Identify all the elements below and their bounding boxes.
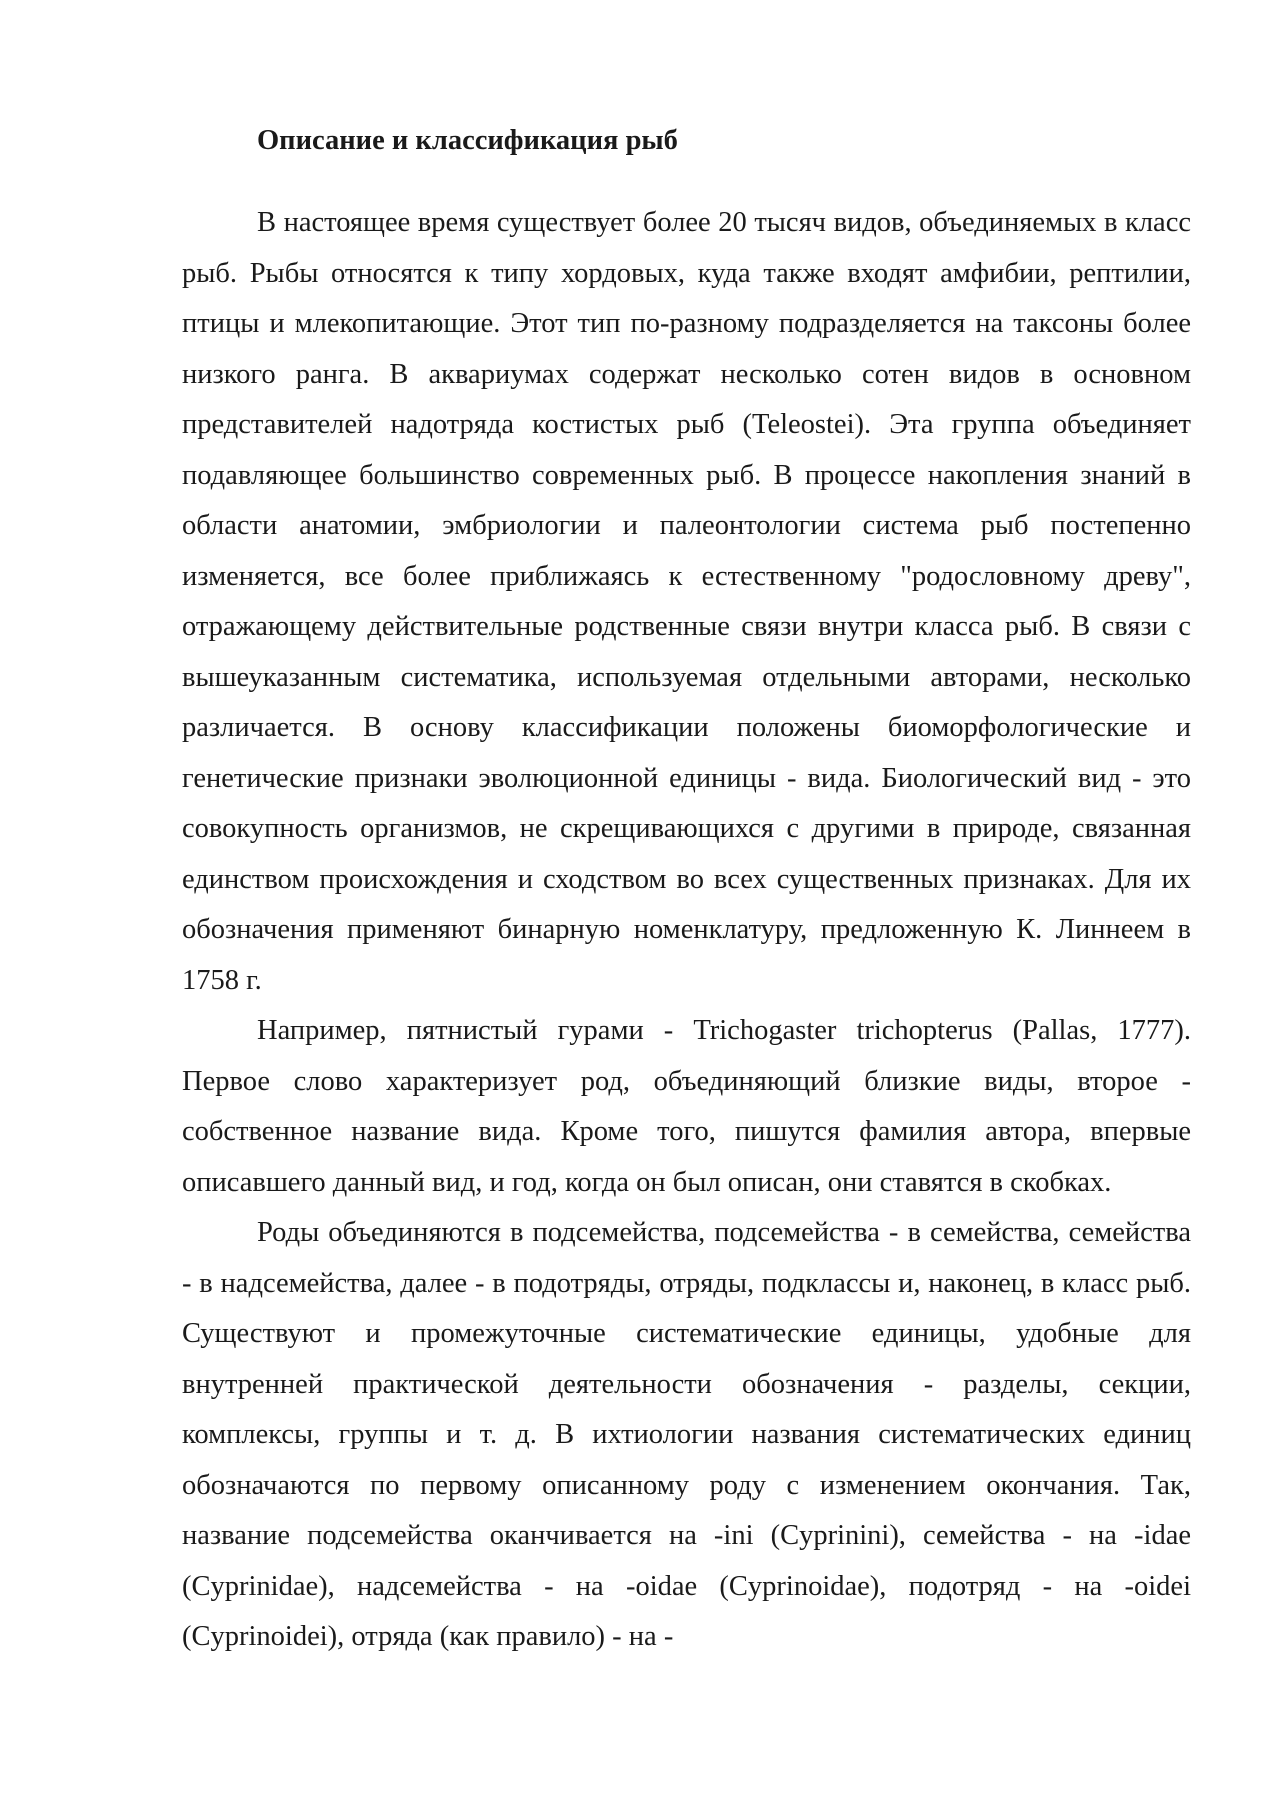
paragraph-binomial-example: Например, пятнистый гурами - Trichogaster trichopterus (Pallas, 1777). Первое слово характеризует род, объединяющий близкие виды, второе - собственное название вида. Кроме того, пишутся фамилия автора, впервые описавшего данный вид, и год, когда он был описан, они ставятся в скобках. — [182, 1015, 1191, 1198]
document-page — [182, 116, 1191, 1663]
document-title: Описание и классификация рыб — [257, 125, 678, 156]
paragraph-species-overview: В настоящее время существует более 20 тысяч видов, объединяемых в класс рыб. Рыбы относятся к типу хордовых, куда также входят амфибии, рептилии, птицы и млекопитающие. Этот тип по-разному подразделяется на таксоны более низкого ранга. В аквариумах содержат несколько сотен видов в основном представителей надотряда костистых рыб (Teleostei). Эта группа объединяет подавляющее большинство современных рыб. В процессе накопления знаний в области анатомии, эмбриологии и палеонтологии система рыб постепенно изменяется, все более приближаясь к естественному "родословному древу", отражающему действительные родственные связи внутри класса рыб. В связи с вышеуказанным систематика, используемая отдельными авторами, несколько различается. В основу классификации положены биоморфологические и генетические признаки эволюционной единицы - вида. Биологический вид - это совокупность организмов, не скрещивающихся с другими в природе, связанная единством происхождения и сходством во всех существенных признаках. Для их обозначения применяют бинарную номенклатуру, предложенную К. Линнеем в 1758 г. — [182, 207, 1191, 996]
paragraph-taxonomic-ranks: Роды объединяются в подсемейства, подсемейства - в семейства, семейства - в надсемейства, далее - в подотряды, отряды, подклассы и, наконец, в класс рыб. Существуют и промежуточные систематические единицы, удобные для внутренней практической деятельности обозначения - разделы, секции, комплексы, группы и т. д. В ихтиологии названия систематических единиц обозначаются по первому описанному роду с изменением окончания. Так, название подсемейства оканчивается на -ini (Cyprinini), семейства - на -idae (Cyprinidae), надсемейства - на -oidae (Cyprinoidae), подотряд - на -oidei (Cyprinoidei), отряда (как правило) - на - — [182, 1217, 1191, 1652]
